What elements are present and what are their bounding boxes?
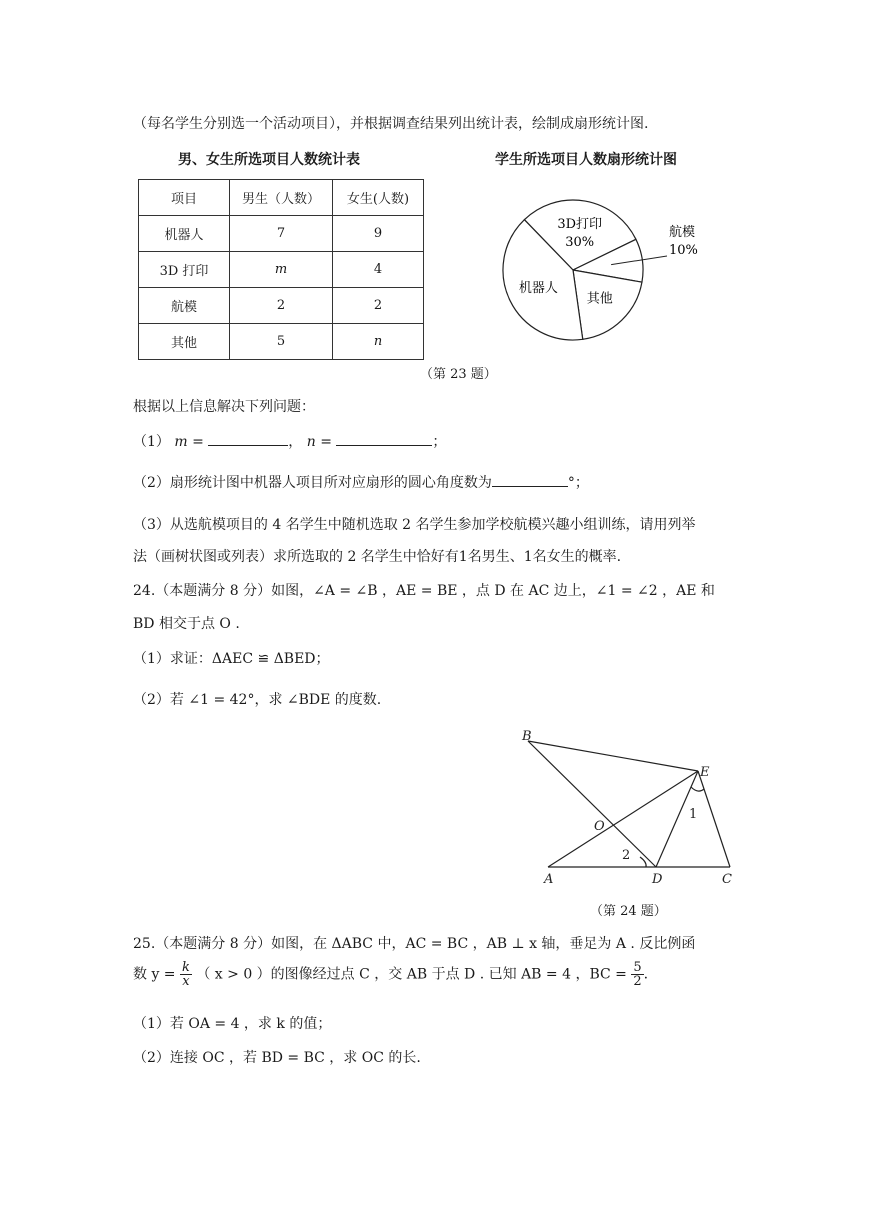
q23-1-m: m =	[174, 434, 204, 450]
table-cell: 航模	[139, 288, 230, 324]
answer-blank-angle[interactable]	[492, 474, 568, 487]
table-cell: 7	[230, 216, 333, 252]
table-cell: 机器人	[139, 216, 230, 252]
fraction-denominator: 2	[633, 974, 642, 989]
intro-text: （每名学生分别选一个活动项目），并根据调查结果列出统计表，绘制成扇形统计图.	[133, 116, 649, 132]
q23-part1	[133, 431, 446, 451]
table-cell: 2	[333, 288, 424, 324]
table-row	[139, 252, 424, 288]
q25-b-mid: （ x > 0 ）的图像经过点 C ，交 AB 于点 D . 已知 AB = 4 ，BC =	[196, 966, 627, 983]
angle-1-arc	[691, 787, 704, 791]
fraction-denominator: x	[182, 974, 190, 989]
caption-23: （第 23 题）	[420, 367, 497, 382]
table-cell: 3D 打印	[139, 252, 230, 288]
q23-1-end: ；	[432, 434, 447, 450]
table-cell: n	[333, 324, 424, 360]
label-angle-1: 1	[689, 807, 698, 822]
q24-line-a: 24.（本题满分 8 分）如图，∠A = ∠B ，AE = BE ，点 D 在 AC 边上，∠1 = ∠2 ，AE 和	[133, 583, 715, 599]
table-row	[139, 288, 424, 324]
q24-part2: （2）若 ∠1 = 42°，求 ∠BDE 的度数.	[133, 692, 382, 708]
label-E: E	[700, 765, 710, 780]
table-header-cell: 项目	[139, 180, 230, 216]
fraction-numerator: k	[182, 960, 190, 975]
q25-line-a: 25.（本题满分 8 分）如图，在 ΔABC 中，AC = BC ，AB ⊥ x 轴，垂足为 A . 反比例函	[133, 936, 696, 952]
fraction-k-over-x	[180, 961, 192, 988]
q25-b-pre: 数 y =	[133, 966, 176, 983]
figure-24	[520, 728, 750, 888]
label-C: C	[722, 872, 732, 887]
q23-1-n: n =	[306, 434, 332, 450]
table-cell: 2	[230, 288, 333, 324]
table-title: 男、女生所选项目人数统计表	[178, 152, 360, 168]
table-cell: 9	[333, 216, 424, 252]
q23-part3-b: 法（画树状图或列表）求所选取的 2 名学生中恰好有1名男生、1名女生的概率.	[133, 549, 622, 565]
table-row	[139, 324, 424, 360]
answer-blank-n[interactable]	[336, 433, 432, 446]
answer-blank-m[interactable]	[208, 433, 288, 446]
table-cell: 5	[230, 324, 333, 360]
table-cell: 其他	[139, 324, 230, 360]
table-header-row	[139, 180, 424, 216]
fraction-five-halves	[631, 961, 643, 988]
label-A: A	[544, 872, 554, 887]
q24-line-b: BD 相交于点 O .	[133, 616, 240, 632]
stats-table	[138, 179, 424, 360]
pie-slice-label: 航模	[669, 225, 696, 240]
q23-part3-a: （3）从选航模项目的 4 名学生中随机选取 2 名学生参加学校航模兴趣小组训练，请用列举	[133, 517, 696, 533]
table-header-cell: 男生（人数）	[230, 180, 333, 216]
label-O: O	[594, 819, 605, 834]
pie-slice-label: 机器人	[518, 280, 558, 296]
q23-lead: 根据以上信息解决下列问题：	[133, 399, 315, 415]
angle-2-arc	[640, 857, 646, 867]
fraction-numerator: 5	[633, 960, 642, 975]
pie-slice-label: 3D打印	[557, 217, 603, 233]
table-row	[139, 216, 424, 252]
label-D: D	[652, 872, 663, 887]
label-B: B	[522, 729, 532, 744]
pie-slice-label: 其他	[586, 291, 613, 307]
q24-part1: （1）求证：ΔAEC ≌ ΔBED；	[133, 651, 330, 667]
q25-part2: （2）连接 OC ，若 BD = BC ，求 OC 的长.	[133, 1050, 421, 1066]
caption-24: （第 24 题）	[590, 904, 667, 919]
q25-part1: （1）若 OA = 4 ，求 k 的值；	[133, 1016, 332, 1032]
q23-1-sep: ，	[288, 434, 303, 450]
q25-line-b	[133, 961, 648, 988]
segment-EC	[698, 771, 730, 867]
table-cell: 4	[333, 252, 424, 288]
table-cell: m	[230, 252, 333, 288]
pie-chart	[490, 190, 730, 390]
q23-2-text: （2）扇形统计图中机器人项目所对应扇形的圆心角度数为	[133, 475, 492, 491]
q23-2-end: °；	[567, 475, 589, 491]
q23-part2	[133, 472, 589, 492]
q23-1-prefix: （1）	[133, 434, 170, 450]
pie-slice-value: 30%	[565, 235, 595, 251]
label-angle-2: 2	[622, 848, 631, 863]
pie-title: 学生所选项目人数扇形统计图	[495, 152, 677, 168]
pie-slice-value: 10%	[669, 243, 698, 258]
q25-b-end: .	[643, 966, 649, 983]
table-header-cell: 女生(人数)	[333, 180, 424, 216]
